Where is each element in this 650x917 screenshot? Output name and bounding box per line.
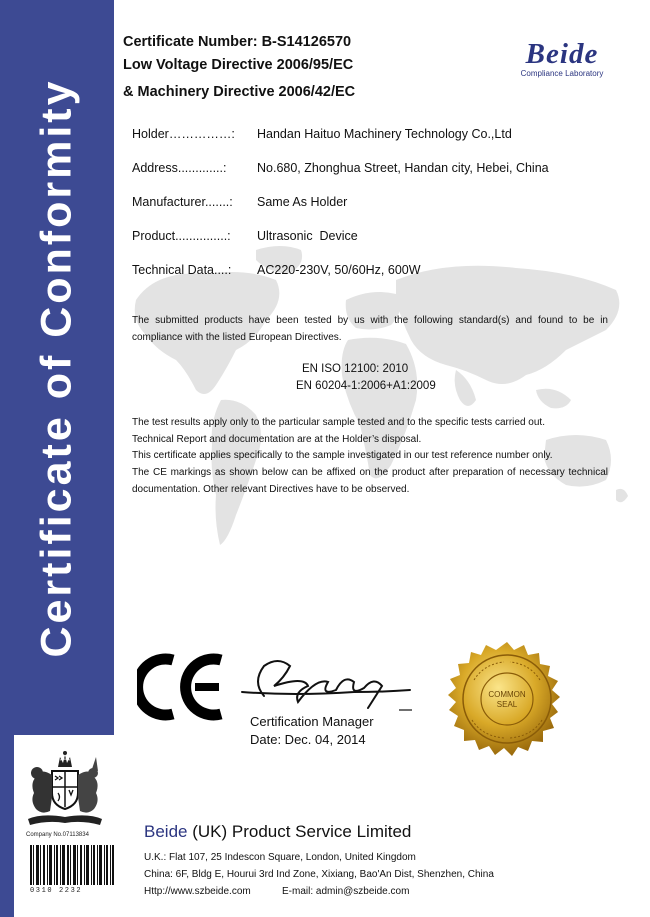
- note-2: Technical Report and documentation are at the Holder’s disposal.: [132, 434, 422, 445]
- intro-paragraph: The submitted products have been tested by us with the following standard(s) and found to be in compliance with the listed European Directives.: [132, 315, 608, 343]
- footer-website[interactable]: Http://www.szbeide.com: [144, 886, 251, 897]
- certification-manager-title: Certification Manager: [250, 714, 374, 729]
- crest-panel: [14, 735, 114, 917]
- gold-seal-icon: [444, 640, 570, 766]
- footer-email[interactable]: E-mail: admin@szbeide.com: [282, 886, 410, 897]
- note-1: The test results apply only to the particular sample tested and to the specific tests carried out.: [132, 417, 545, 428]
- technical-data-label: Technical Data....:: [132, 263, 232, 277]
- manufacturer-value: Same As Holder: [257, 195, 348, 209]
- seal-line-1: COMMON: [488, 690, 526, 699]
- certification-date: Date: Dec. 04, 2014: [250, 732, 366, 747]
- barcode-icon: [30, 845, 114, 885]
- footer-china-address: China: 6F, Bldg E, Hourui 3rd Ind Zone, Xixiang, Bao'An Dist, Shenzhen, China: [144, 869, 494, 880]
- footer-brand: Beide: [144, 822, 188, 841]
- footer-uk-address: U.K.: Flat 107, 25 Indescon Square, London, United Kingdom: [144, 852, 416, 863]
- company-number: Company No.07113834: [26, 832, 89, 838]
- footer-company-name: [144, 822, 411, 842]
- royal-crest-icon: [22, 749, 108, 827]
- seal-line-2: SEAL: [496, 700, 518, 709]
- certificate-number: Certificate Number: B-S14126570: [123, 34, 352, 50]
- address-label: Address.............:: [132, 161, 227, 175]
- vertical-title: Certificate of Conformity: [32, 78, 81, 658]
- footer-company-rest: (UK) Product Service Limited: [187, 822, 412, 841]
- technical-data-value: AC220-230V, 50/60Hz, 600W: [257, 263, 421, 277]
- note-4: The CE markings as shown below can be affixed on the product after preparation of necessary technical documentation. Other relevant Directives have to be observed.: [132, 467, 608, 495]
- note-3: This certificate applies specifically to the sample investigated in our test reference number only.: [132, 450, 553, 461]
- holder-label: Holder……………:: [132, 127, 235, 141]
- logo-name: Beide: [525, 38, 599, 70]
- signature-icon: [234, 652, 414, 712]
- barcode-number: 0310 2232: [30, 887, 83, 895]
- standard-2: EN 60204-1:2006+A1:2009: [296, 380, 436, 392]
- beide-logo: [503, 40, 621, 78]
- ce-mark-icon: [137, 652, 225, 722]
- logo-subtitle: Compliance Laboratory: [520, 69, 604, 78]
- product-label: Product...............:: [132, 229, 231, 243]
- holder-value: Handan Haituo Machinery Technology Co.,Ltd: [257, 127, 512, 141]
- standard-1: EN ISO 12100: 2010: [302, 363, 409, 375]
- product-value: Ultrasonic Device: [257, 229, 358, 243]
- manufacturer-label: Manufacturer.......:: [132, 195, 233, 209]
- directive-line-2: & Machinery Directive 2006/42/EC: [123, 84, 356, 100]
- directive-line-1: Low Voltage Directive 2006/95/EC: [123, 57, 354, 73]
- address-value: No.680, Zhonghua Street, Handan city, Hebei, China: [257, 161, 549, 175]
